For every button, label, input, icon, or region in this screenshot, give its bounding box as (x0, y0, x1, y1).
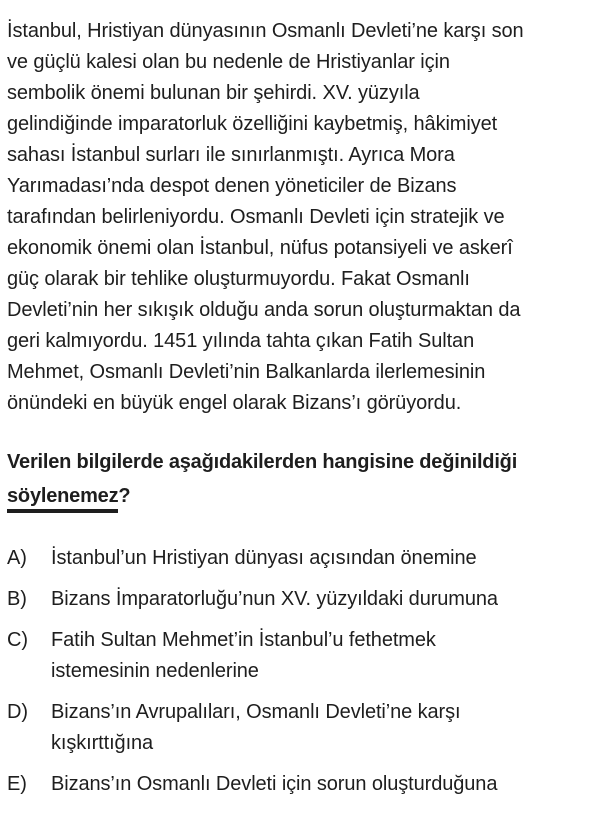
passage-line: önündeki en büyük engel olarak Bizans’ı görüyordu. (7, 392, 462, 414)
passage-line: Yarımadası’nda despot denen yöneticiler de Bizans (7, 175, 457, 197)
passage-line: Devleti’nin her sıkışık olduğu anda sorun oluşturmaktan da (7, 299, 521, 321)
option-e-text (51, 769, 602, 800)
underlined-keyword: söylenemez (7, 485, 118, 513)
question-stem (7, 445, 602, 513)
option-d[interactable] (7, 697, 602, 759)
passage-line: ve güçlü kalesi olan bu nedenle de Hristiyanlar için (7, 51, 450, 73)
option-c-line: istemesinin nedenlerine (51, 660, 259, 682)
answer-options (7, 543, 602, 800)
option-d-line: kışkırttığına (51, 732, 154, 754)
reading-passage (7, 16, 602, 419)
passage-line: ekonomik önemi olan İstanbul, nüfus potansiyeli ve askerî (7, 237, 513, 259)
option-c[interactable] (7, 625, 602, 687)
option-c-line: Fatih Sultan Mehmet’in İstanbul’u fethetmek (51, 629, 436, 651)
passage-line: geri kalmıyordu. 1451 yılında tahta çıkan Fatih Sultan (7, 330, 475, 352)
option-a-text (51, 543, 602, 574)
passage-line: sembolik önemi bulunan bir şehirdi. XV. yüzyıla (7, 82, 420, 104)
passage-line: sahası İstanbul surları ile sınırlanmıştı. Ayrıca Mora (7, 144, 455, 166)
option-b[interactable] (7, 584, 602, 615)
option-e[interactable] (7, 769, 602, 800)
passage-line: Mehmet, Osmanlı Devleti’nin Balkanlarda ilerlemesinin (7, 361, 486, 383)
passage-line: güç olarak bir tehlike oluşturmuyordu. Fakat Osmanlı (7, 268, 470, 290)
option-d-letter: D) (7, 701, 28, 723)
question-mark: ? (118, 485, 131, 507)
option-a-line: İstanbul’un Hristiyan dünyası açısından önemine (51, 547, 477, 569)
option-c-text (51, 625, 602, 687)
question-line (7, 479, 602, 513)
option-b-text (51, 584, 602, 615)
option-d-line: Bizans’ın Avrupalıları, Osmanlı Devleti’ne karşı (51, 701, 461, 723)
option-e-line: Bizans’ın Osmanlı Devleti için sorun oluşturduğuna (51, 773, 498, 795)
passage-line: tarafından belirleniyordu. Osmanlı Devleti için stratejik ve (7, 206, 505, 228)
option-b-letter: B) (7, 588, 27, 610)
option-b-line: Bizans İmparatorluğu’nun XV. yüzyıldaki durumuna (51, 588, 498, 610)
passage-line: İstanbul, Hristiyan dünyasının Osmanlı Devleti’ne karşı son (7, 20, 524, 42)
option-a-letter: A) (7, 547, 27, 569)
passage-line: gelindiğinde imparatorluk özelliğini kaybetmiş, hâkimiyet (7, 113, 498, 135)
option-a[interactable] (7, 543, 602, 574)
option-d-text (51, 697, 602, 759)
option-e-letter: E) (7, 773, 27, 795)
option-c-letter: C) (7, 629, 28, 651)
question-line: Verilen bilgilerde aşağıdakilerden hangisine değinildiği (7, 451, 518, 473)
